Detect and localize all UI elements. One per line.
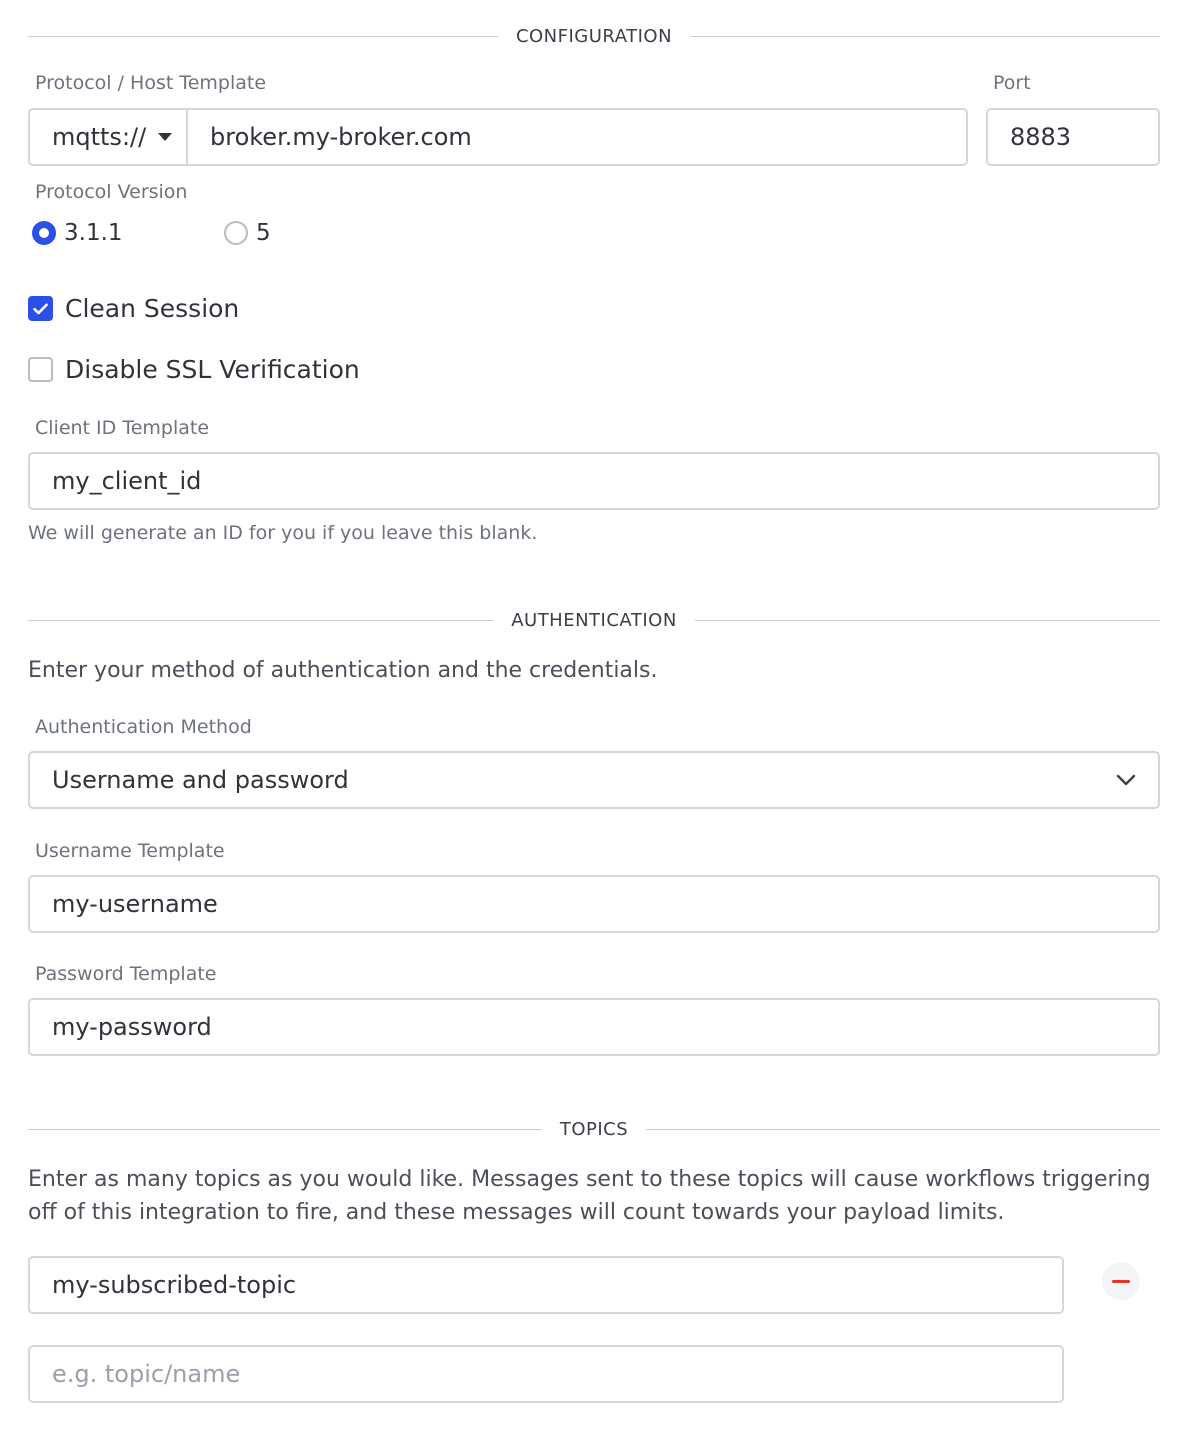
new-topic-placeholder: e.g. topic/name bbox=[52, 1360, 241, 1388]
username-template-label: Username Template bbox=[35, 840, 225, 862]
username-input-value: my-username bbox=[52, 890, 218, 918]
topic-input-value: my-subscribed-topic bbox=[52, 1271, 297, 1299]
new-topic-input[interactable] bbox=[28, 1345, 1064, 1403]
username-input[interactable] bbox=[28, 875, 1160, 933]
protocol-version-label: Protocol Version bbox=[35, 181, 188, 203]
protocol-select-value: mqtts:// bbox=[52, 123, 147, 151]
authentication-description: Enter your method of authentication and the credentials. bbox=[28, 658, 658, 683]
host-input[interactable] bbox=[186, 108, 968, 166]
authentication-method-label: Authentication Method bbox=[35, 716, 252, 738]
checkbox-unchecked bbox=[28, 357, 53, 382]
client-id-input[interactable] bbox=[28, 452, 1160, 510]
remove-topic-button[interactable] bbox=[1102, 1262, 1140, 1300]
caret-down-icon bbox=[158, 133, 172, 141]
host-input-value: broker.my-broker.com bbox=[210, 123, 472, 151]
port-label: Port bbox=[993, 72, 1031, 94]
protocol-version-label-5: 5 bbox=[256, 220, 271, 246]
authentication-method-select[interactable] bbox=[28, 751, 1160, 809]
minus-icon bbox=[1112, 1280, 1130, 1283]
client-id-input-value: my_client_id bbox=[52, 467, 202, 495]
protocol-select[interactable] bbox=[28, 108, 188, 166]
authentication-section-title: AUTHENTICATION bbox=[511, 609, 677, 631]
password-template-label: Password Template bbox=[35, 963, 217, 985]
configuration-section-divider bbox=[28, 24, 1160, 48]
password-input[interactable] bbox=[28, 998, 1160, 1056]
clean-session-label: Clean Session bbox=[65, 294, 240, 323]
checkbox-checked bbox=[28, 296, 53, 321]
radio-unselected-icon bbox=[224, 221, 248, 245]
topics-section-title: TOPICS bbox=[559, 1118, 629, 1140]
configuration-section-title: CONFIGURATION bbox=[515, 25, 673, 47]
check-icon bbox=[33, 303, 48, 315]
protocol-version-label-311: 3.1.1 bbox=[64, 220, 123, 246]
client-id-label: Client ID Template bbox=[35, 417, 210, 439]
port-input[interactable] bbox=[986, 108, 1160, 166]
topic-input[interactable] bbox=[28, 1256, 1064, 1314]
topics-description: Enter as many topics as you would like. Messages sent to these topics will cause workflows triggering off of this integration to fire, and these messages will count towards your payload limits. bbox=[28, 1167, 1151, 1225]
radio-selected-icon bbox=[32, 221, 56, 245]
disable-ssl-label: Disable SSL Verification bbox=[65, 355, 360, 384]
clean-session-checkbox[interactable] bbox=[28, 294, 239, 323]
protocol-version-radio-311[interactable] bbox=[32, 220, 123, 246]
password-input-value: my-password bbox=[52, 1013, 212, 1041]
authentication-method-value: Username and password bbox=[52, 766, 349, 794]
protocol-version-radio-5[interactable] bbox=[224, 220, 271, 246]
authentication-section-divider bbox=[28, 608, 1160, 632]
disable-ssl-checkbox[interactable] bbox=[28, 355, 360, 384]
protocol-host-label: Protocol / Host Template bbox=[35, 72, 267, 94]
chevron-down-icon bbox=[1116, 774, 1136, 786]
port-input-value: 8883 bbox=[1010, 123, 1072, 151]
client-id-help-text: We will generate an ID for you if you leave this blank. bbox=[28, 522, 538, 544]
topics-section-divider bbox=[28, 1117, 1160, 1141]
